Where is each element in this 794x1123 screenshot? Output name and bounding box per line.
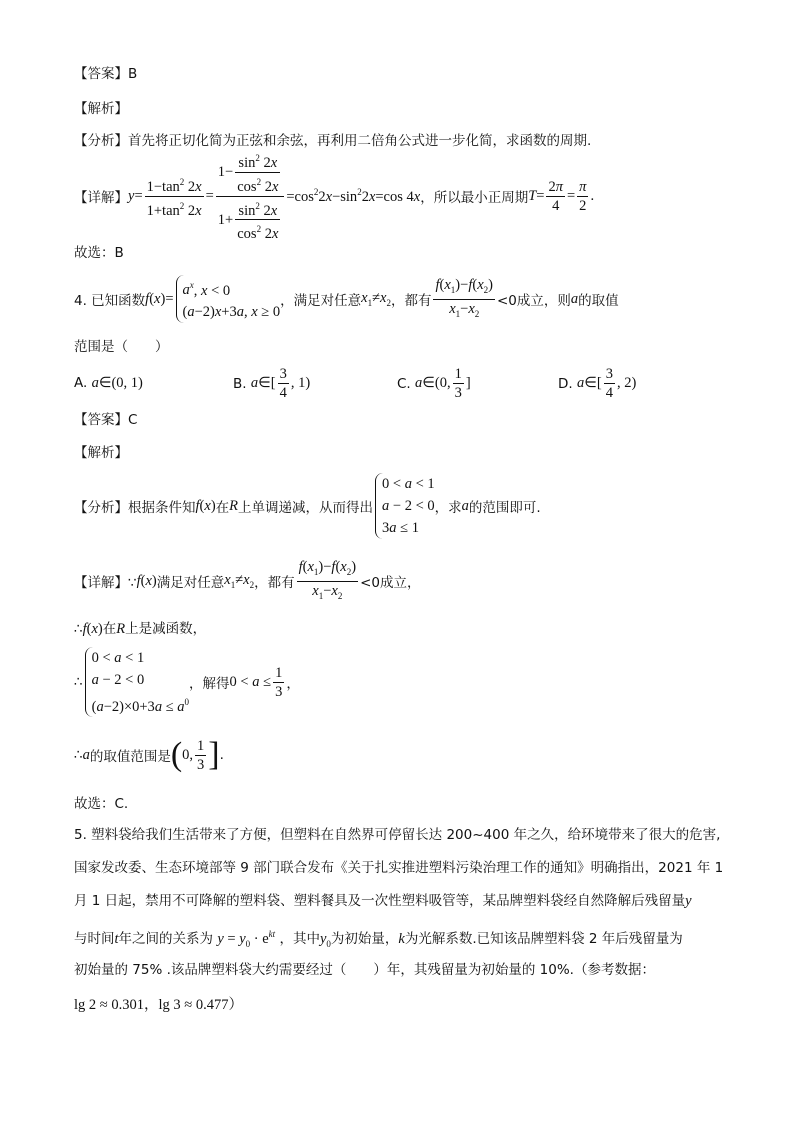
q5-line-6: lg 2 ≈ 0.301，lg 3 ≈ 0.477） [74,997,243,1013]
q4-option-d: D. a∈[ $\frac{3}{4}$ , 2) [558,366,637,401]
q4-stem: 4. 已知函数 f (x)= $a^x$, x < 0 (a−2)x+3a, x ≥ 0 ，满足对任意 $x_1\ne x_2$ ，都有 $\frac{f(x_1)-f(x_2)}{x_1-x_2}$ <0成立，则 a 的取值 [74,274,619,324]
q4-solve: ，解得 [189,676,230,692]
q4-fenxi-e: 的范围即可. [468,500,541,516]
q3-answer: 【答案】B [74,66,138,82]
q4-answer: 【答案】C [74,412,138,428]
q4-xiangjie-c: ，都有 [254,575,295,591]
q4-piecewise: $a^x$, x < 0 (a−2)x+3a, x ≥ 0 [176,275,281,324]
q4-fenxi-a: 【分析】根据条件知 [74,500,196,516]
q4-therefore-1: ∴f(x)在R上是减函数， [74,621,207,637]
q4-diff-quotient: $\frac{f(x_1)-f(x_2)}{x_1-x_2}$ [435,276,493,319]
q5-line-2: 国家发改委、生态环境部等 9 部门联合发布《关于扎实推进塑料污染治理工作的通知》明确指出，2021 年 1 [74,860,724,876]
q3-formula: y [128,187,135,204]
q4-option-c: C. a∈(0, $\frac{1}{3}$ ] [397,366,471,401]
q4-choose: 故选：C. [74,796,129,812]
q4-xiangjie-quotient: $\frac{f(x_1)-f(x_2)}{x_1-x_2}$ [298,558,357,601]
q4-xiangjie: 【详解】∵ f(x) 满足对任意 $x_1\ne x_2$ ，都有 $\frac{f(x_1)-f(x_2)}{x_1-x_2}$ <0成立， [74,558,420,604]
q4-stem-a: 4. 已知函数 [74,293,146,309]
q4-detail-system: 0 < a < 1 a − 2 < 0 $(a-2)\times 0+3a \le a^0$ [85,647,189,718]
q4-stem-line2: 范围是（ ） [74,339,169,355]
q4-stem-c: ，都有 [390,293,432,309]
q4-therefore-2-sym: ∴ [74,674,83,690]
q3-frac-complex: 1− $\frac{\sin^2 2x}{\cos^2 2x}$ 1+ $\frac{\sin^2 2x}{\cos^2 2x}$ [216,149,285,243]
q4-fenxi-d: ，求 [434,500,462,516]
q4-options [74,365,734,405]
q5-line-3: 月 1 日起，禁用不可降解的塑料袋、塑料餐具及一次性塑料吸管等，某品牌塑料袋经自然降解后残留量y [74,893,692,909]
q4-stem-d: <0成立，则 [496,293,571,309]
q4-xiangjie-d: <0成立， [360,575,421,591]
q4-fenxi-b: 在 [215,500,230,516]
q3-xiangjie-tail: ，所以最小正周期 [420,190,529,206]
q4-xiangjie-b: 满足对任意 [156,575,225,591]
q4-option-b: B. a∈[ $\frac{3}{4}$ , 1) [233,366,311,401]
q3-analysis-heading: 【解析】 [74,101,128,117]
q4-stem-e: 的取值 [578,293,619,309]
q4-stem-b: ，满足对任意 [280,293,362,309]
q4-xiangjie-a: 【详解】∵ [74,575,137,591]
q3-fenxi: 【分析】首先将正切化简为正弦和余弦，再利用二倍角公式进一步化简，求函数的周期. [74,133,592,149]
q5-line-5: 初始量的 75% .该品牌塑料袋大约需要经过（ ）年，其残留量为初始量的 10%.（参考数据： [74,962,655,978]
q3-choose: 故选：B [74,245,124,261]
q4-therefore-3: ∴ a 的取值范围是 ( 0, $\frac{1}{3}$ ] . [74,736,224,773]
q3-xiangjie-label: 【详解】 [74,190,128,206]
q4-fenxi-system: 0 < a < 1 a − 2 < 0 3a ≤ 1 [375,473,435,539]
q4-analysis-heading: 【解析】 [74,445,128,461]
q4-therefore-2: ∴ 0 < a < 1 a − 2 < 0 $(a-2)\times 0+3a \le a^0$ ，解得 0 < a ≤ $\frac{1}{3}$ ， [74,646,300,718]
q4-option-a: A. a∈(0, 1) [74,375,143,391]
q5-line-1: 5. 塑料袋给我们生活带来了方便，但塑料在自然界可停留长达 200~400 年之久，给环境带来了很大的危害, [74,827,721,843]
q4-fenxi: 【分析】根据条件知 f(x) 在 R 上单调递减，从而得出 0 < a < 1 a − 2 < 0 3a ≤ 1 ，求 a 的范围即可. [74,470,541,542]
q4-fenxi-c: 上单调递减，从而得出 [238,500,374,516]
q3-xiangjie: 【详解】 y = $\frac{1-\tan^2 2x}{1+\tan^2 2x}$ = 1− $\frac{\sin^2 2x}{\cos^2 2x}$ 1+ $\frac{\sin^2 2x}{\cos^2 2x}$ $=\cos^22x-\sin^22x=\cos$ 4x ，所以最小正周期 T = $\frac{2\pi}{4}$ = $\frac{\pi}{2}$ . [74,156,594,236]
q5-line-4: 与时间t年之间的关系为 $y = y_0 \cdot e^{kt}$ ，其中$y_0$为初始量，k为光解系数.已知该品牌塑料袋 2 年后残留量为 [74,929,683,949]
q3-frac-tan: $\frac{1-\tan^2 2x}{1+\tan^2 2x}$ [146,176,202,219]
